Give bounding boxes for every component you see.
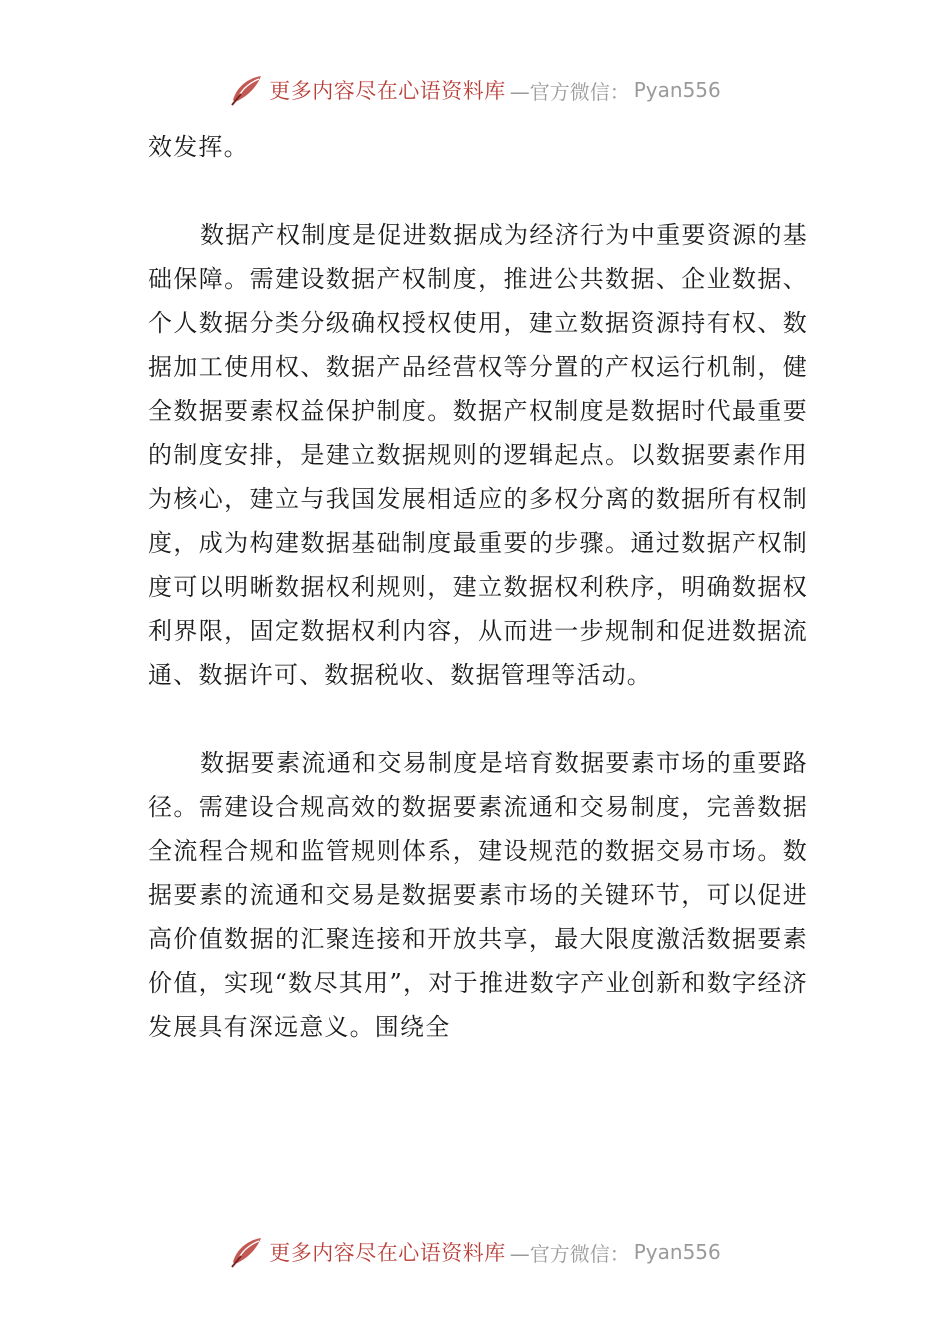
- footer-watermark: [0, 1234, 950, 1270]
- paragraph-continuation: 效发挥。: [148, 133, 249, 161]
- watermark-official-label: —官方微信：: [509, 1241, 630, 1266]
- paragraph-data-property-rights: 数据产权制度是促进数据成为经济行为中重要资源的基础保障。需建设数据产权制度，推进公共数据、企业数据、个人数据分类分级确权授权使用，建立数据资源持有权、数据加工使用权、数据产品经营权等分置的产权运行机制，健全数据要素权益保护制度。数据产权制度是数据时代最重要的制度安排，是建立数据规则的逻辑起点。以数据要素作用为核心，建立与我国发展相适应的多权分离的数据所有权制度，成为构建数据基础制度最重要的步骤。通过数据产权制度可以明晰数据权利规则，建立数据权利秩序，明确数据权利界限，固定数据权利内容，从而进一步规制和促进数据流通、数据许可、数据税收、数据管理等活动。: [148, 221, 808, 689]
- watermark-wechat-id: Pyan556: [633, 78, 721, 102]
- header-watermark: [0, 72, 950, 108]
- quill-leaf-logo-icon: [229, 72, 265, 108]
- paragraph-data-circulation-trading: 数据要素流通和交易制度是培育数据要素市场的重要路径。需建设合规高效的数据要素流通和交易制度，完善数据全流程合规和监管规则体系，建设规范的数据交易市场。数据要素的流通和交易是数据要素市场的关键环节，可以促进高价值数据的汇聚连接和开放共享，最大限度激活数据要素价值，实现“数尽其用”，对于推进数字产业创新和数字经济发展具有深远意义。围绕全: [148, 749, 808, 1041]
- watermark-official-label: —官方微信：: [509, 79, 630, 104]
- watermark-wechat-id: Pyan556: [633, 1240, 721, 1264]
- document-body: [148, 125, 808, 1093]
- quill-leaf-logo-icon: [229, 1234, 265, 1270]
- watermark-text: 更多内容尽在心语资料库: [269, 1241, 506, 1265]
- watermark-text: 更多内容尽在心语资料库: [269, 79, 506, 103]
